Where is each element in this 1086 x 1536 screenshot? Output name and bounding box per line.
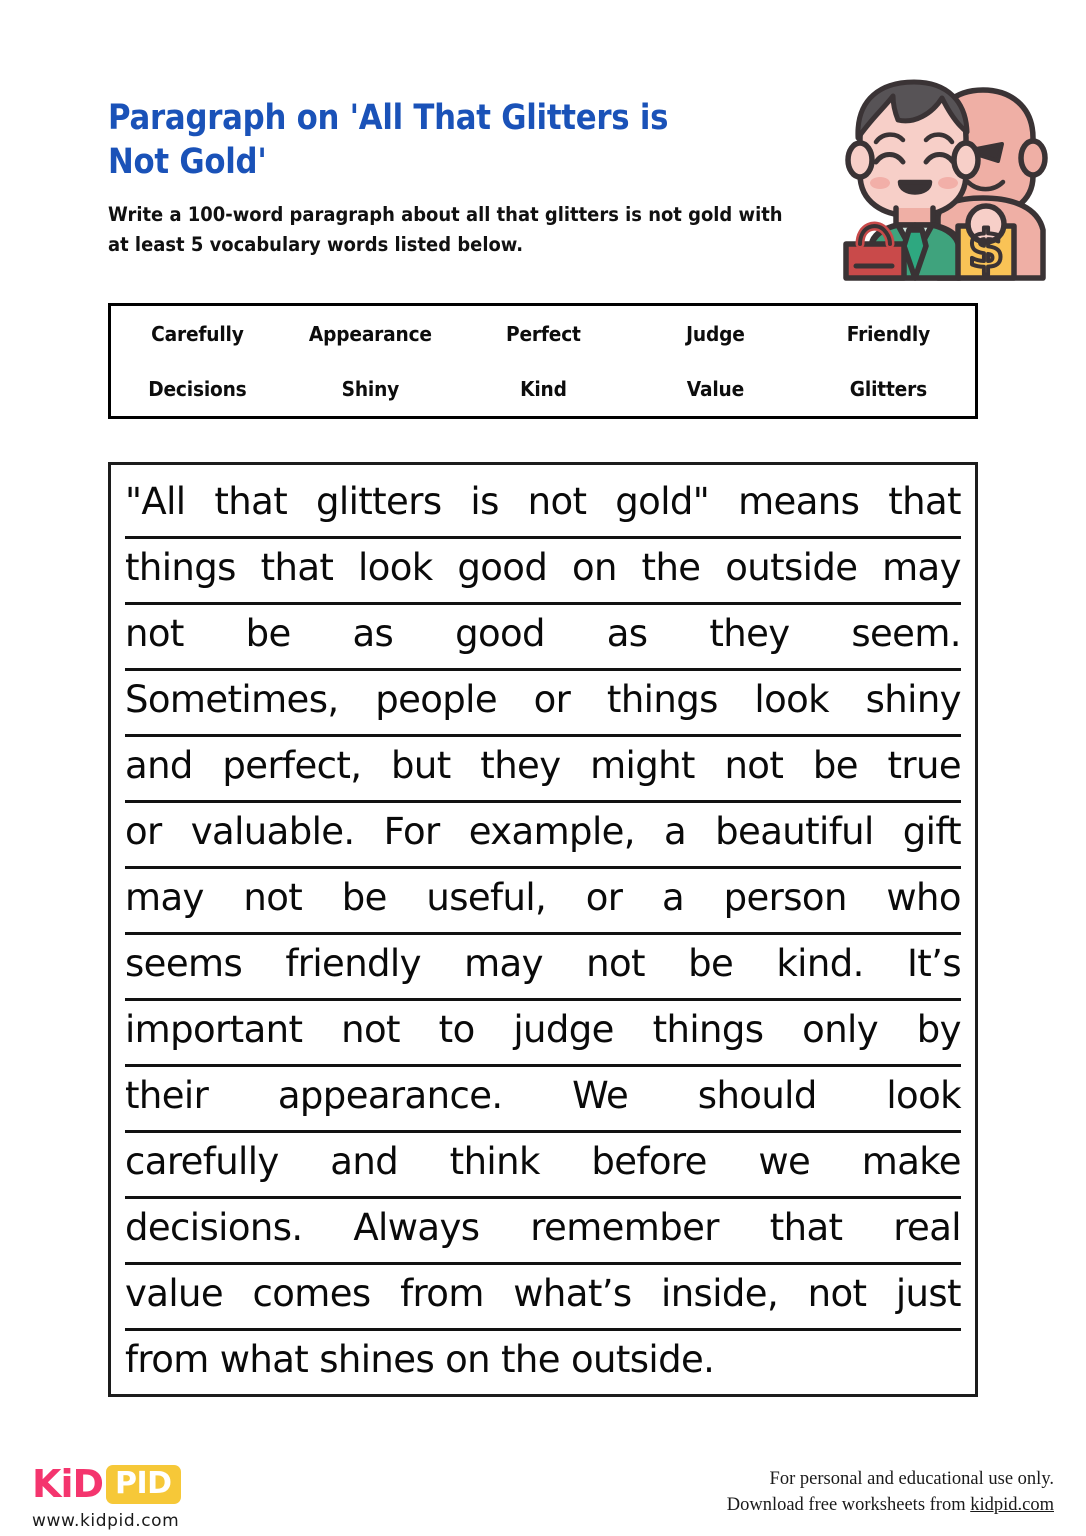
answer-word: and: [125, 744, 193, 787]
answer-word: glitters: [316, 480, 442, 523]
page-title: Paragraph on 'All That Glitters is Not Gold': [108, 98, 669, 182]
answer-word: they: [480, 744, 561, 787]
answer-word: example,: [468, 810, 635, 853]
answer-word: from: [125, 1338, 209, 1381]
answer-word: inside,: [661, 1272, 779, 1315]
answer-word: perfect,: [222, 744, 362, 787]
answer-word: not: [243, 876, 303, 919]
logo-pid-badge: PID: [106, 1465, 181, 1504]
answer-word: that: [214, 480, 288, 523]
kidpid-logo: [32, 1462, 262, 1531]
answer-line: [125, 1001, 961, 1067]
answer-word: their: [125, 1074, 209, 1117]
answer-word: on: [445, 1338, 491, 1381]
answer-word: may: [882, 546, 961, 589]
vocabulary-word: Decisions: [148, 376, 247, 401]
answer-word: be: [812, 744, 858, 787]
answer-line: [125, 1067, 961, 1133]
answer-word: be: [341, 876, 387, 919]
answer-word: not: [807, 1272, 867, 1315]
answer-line: [125, 539, 961, 605]
answer-word: things: [652, 1008, 764, 1051]
answer-line: [125, 803, 961, 869]
answer-word: who: [886, 876, 961, 919]
answer-line: [125, 1199, 961, 1265]
vocabulary-row: [111, 361, 975, 416]
vocabulary-word: Appearance: [308, 321, 432, 346]
answer-word: we: [758, 1140, 811, 1183]
page-instructions: Write a 100-word paragraph about all that glitters is not gold with at least 5 vocabulary words listed below.: [108, 203, 783, 256]
answer-word: by: [916, 1008, 961, 1051]
answer-word: as: [352, 612, 394, 655]
answer-word: good: [455, 612, 545, 655]
answer-line: [125, 935, 961, 1001]
answer-word: not: [586, 942, 645, 985]
answer-word: but: [391, 744, 451, 787]
answer-word: people: [375, 678, 498, 721]
answer-word: not: [724, 744, 784, 787]
answer-word: before: [591, 1140, 707, 1183]
answer-word: that: [260, 546, 334, 589]
answer-word: not: [341, 1008, 400, 1051]
answer-line: [125, 869, 961, 935]
answer-word: friendly: [285, 942, 421, 985]
answer-word: good: [457, 546, 548, 589]
answer-line: [125, 1265, 961, 1331]
answer-word: outside.: [570, 1338, 715, 1381]
answer-word: true: [887, 744, 961, 787]
answer-word: the: [501, 1338, 560, 1381]
answer-word: be: [245, 612, 291, 655]
vocabulary-word: Carefully: [151, 321, 244, 346]
answer-word: the: [641, 546, 701, 589]
answer-word: not: [125, 612, 184, 655]
answer-line: [125, 671, 961, 737]
answer-word: valuable.: [190, 810, 355, 853]
answer-word: comes: [252, 1272, 371, 1315]
answer-word: "All: [125, 480, 186, 523]
answer-word: a: [661, 876, 685, 919]
answer-word: We: [572, 1074, 629, 1117]
answer-word: should: [697, 1074, 817, 1117]
answer-word: may: [464, 942, 543, 985]
answer-word: as: [606, 612, 648, 655]
vocabulary-word: Judge: [686, 321, 746, 346]
answer-word: decisions.: [125, 1206, 303, 1249]
answer-word: or: [585, 876, 623, 919]
svg-text:$: $: [967, 220, 1005, 280]
answer-word: only: [802, 1008, 879, 1051]
answer-word: gold": [615, 480, 710, 523]
answer-word: For: [383, 810, 440, 853]
answer-word: look: [886, 1074, 961, 1117]
answer-word: outside: [725, 546, 858, 589]
answer-word: that: [769, 1206, 843, 1249]
answer-word: not: [527, 480, 587, 523]
vocabulary-word: Shiny: [341, 376, 399, 401]
answer-line: [125, 473, 961, 539]
two-men-shopping-deception-illustration: [838, 58, 1070, 290]
answer-word: things: [125, 546, 236, 589]
answer-word: appearance.: [277, 1074, 503, 1117]
answer-writing-area[interactable]: [108, 462, 978, 1397]
answer-word: shines: [319, 1338, 435, 1381]
answer-line: [125, 737, 961, 803]
logo-mark: [32, 1462, 262, 1506]
answer-word: beautiful: [715, 810, 874, 853]
answer-word: shiny: [865, 678, 961, 721]
answer-word: what’s: [513, 1272, 632, 1315]
vocabulary-word: Glitters: [849, 376, 928, 401]
vocabulary-word: Value: [687, 376, 745, 401]
answer-word: useful,: [426, 876, 547, 919]
answer-word: or: [125, 810, 162, 853]
answer-word: what: [219, 1338, 309, 1381]
answer-word: carefully: [125, 1140, 279, 1183]
answer-line: [125, 1133, 961, 1199]
answer-word: just: [895, 1272, 961, 1315]
vocabulary-word: Kind: [519, 376, 567, 401]
answer-word: real: [893, 1206, 961, 1249]
vocabulary-word: Friendly: [846, 321, 931, 346]
answer-word: person: [723, 876, 847, 919]
logo-website-url: www.kidpid.com: [32, 1511, 180, 1531]
logo-kid-text: KiD: [32, 1462, 104, 1506]
answer-word: Sometimes,: [125, 678, 339, 721]
answer-word: kind.: [776, 942, 864, 985]
answer-word: seem.: [851, 612, 961, 655]
footer-usage-note: [634, 1466, 1054, 1518]
vocabulary-row: [111, 306, 975, 361]
footer-note-prefix: Download free worksheets from: [726, 1495, 971, 1515]
answer-word: gift: [902, 810, 961, 853]
answer-word: from: [400, 1272, 484, 1315]
footer-note-line-2: [634, 1492, 1054, 1518]
answer-word: might: [590, 744, 695, 787]
answer-word: and: [330, 1140, 399, 1183]
answer-word: remember: [530, 1206, 719, 1249]
vocabulary-word: Perfect: [505, 321, 581, 346]
answer-word: things: [606, 678, 718, 721]
kidpid-link[interactable]: kidpid.com: [970, 1495, 1054, 1515]
answer-word: they: [709, 612, 790, 655]
answer-word: a: [664, 810, 687, 853]
answer-word: think: [449, 1140, 540, 1183]
answer-word: means: [738, 480, 860, 523]
answer-word: look: [754, 678, 829, 721]
answer-word: that: [888, 480, 961, 523]
vocabulary-word-bank: [108, 303, 978, 419]
answer-line: [125, 605, 961, 671]
answer-word: important: [125, 1008, 303, 1051]
answer-word: be: [688, 942, 734, 985]
answer-word: look: [358, 546, 433, 589]
answer-line: [125, 1331, 961, 1397]
answer-word: judge: [513, 1008, 614, 1051]
answer-word: value: [125, 1272, 224, 1315]
answer-word: It’s: [906, 942, 961, 985]
answer-word: make: [861, 1140, 961, 1183]
answer-word: seems: [125, 942, 243, 985]
footer-note-line-1: For personal and educational use only.: [769, 1469, 1054, 1489]
answer-word: Always: [353, 1206, 480, 1249]
answer-word: or: [533, 678, 571, 721]
answer-word: on: [571, 546, 617, 589]
answer-word: to: [438, 1008, 475, 1051]
answer-word: is: [470, 480, 499, 523]
answer-word: may: [125, 876, 204, 919]
